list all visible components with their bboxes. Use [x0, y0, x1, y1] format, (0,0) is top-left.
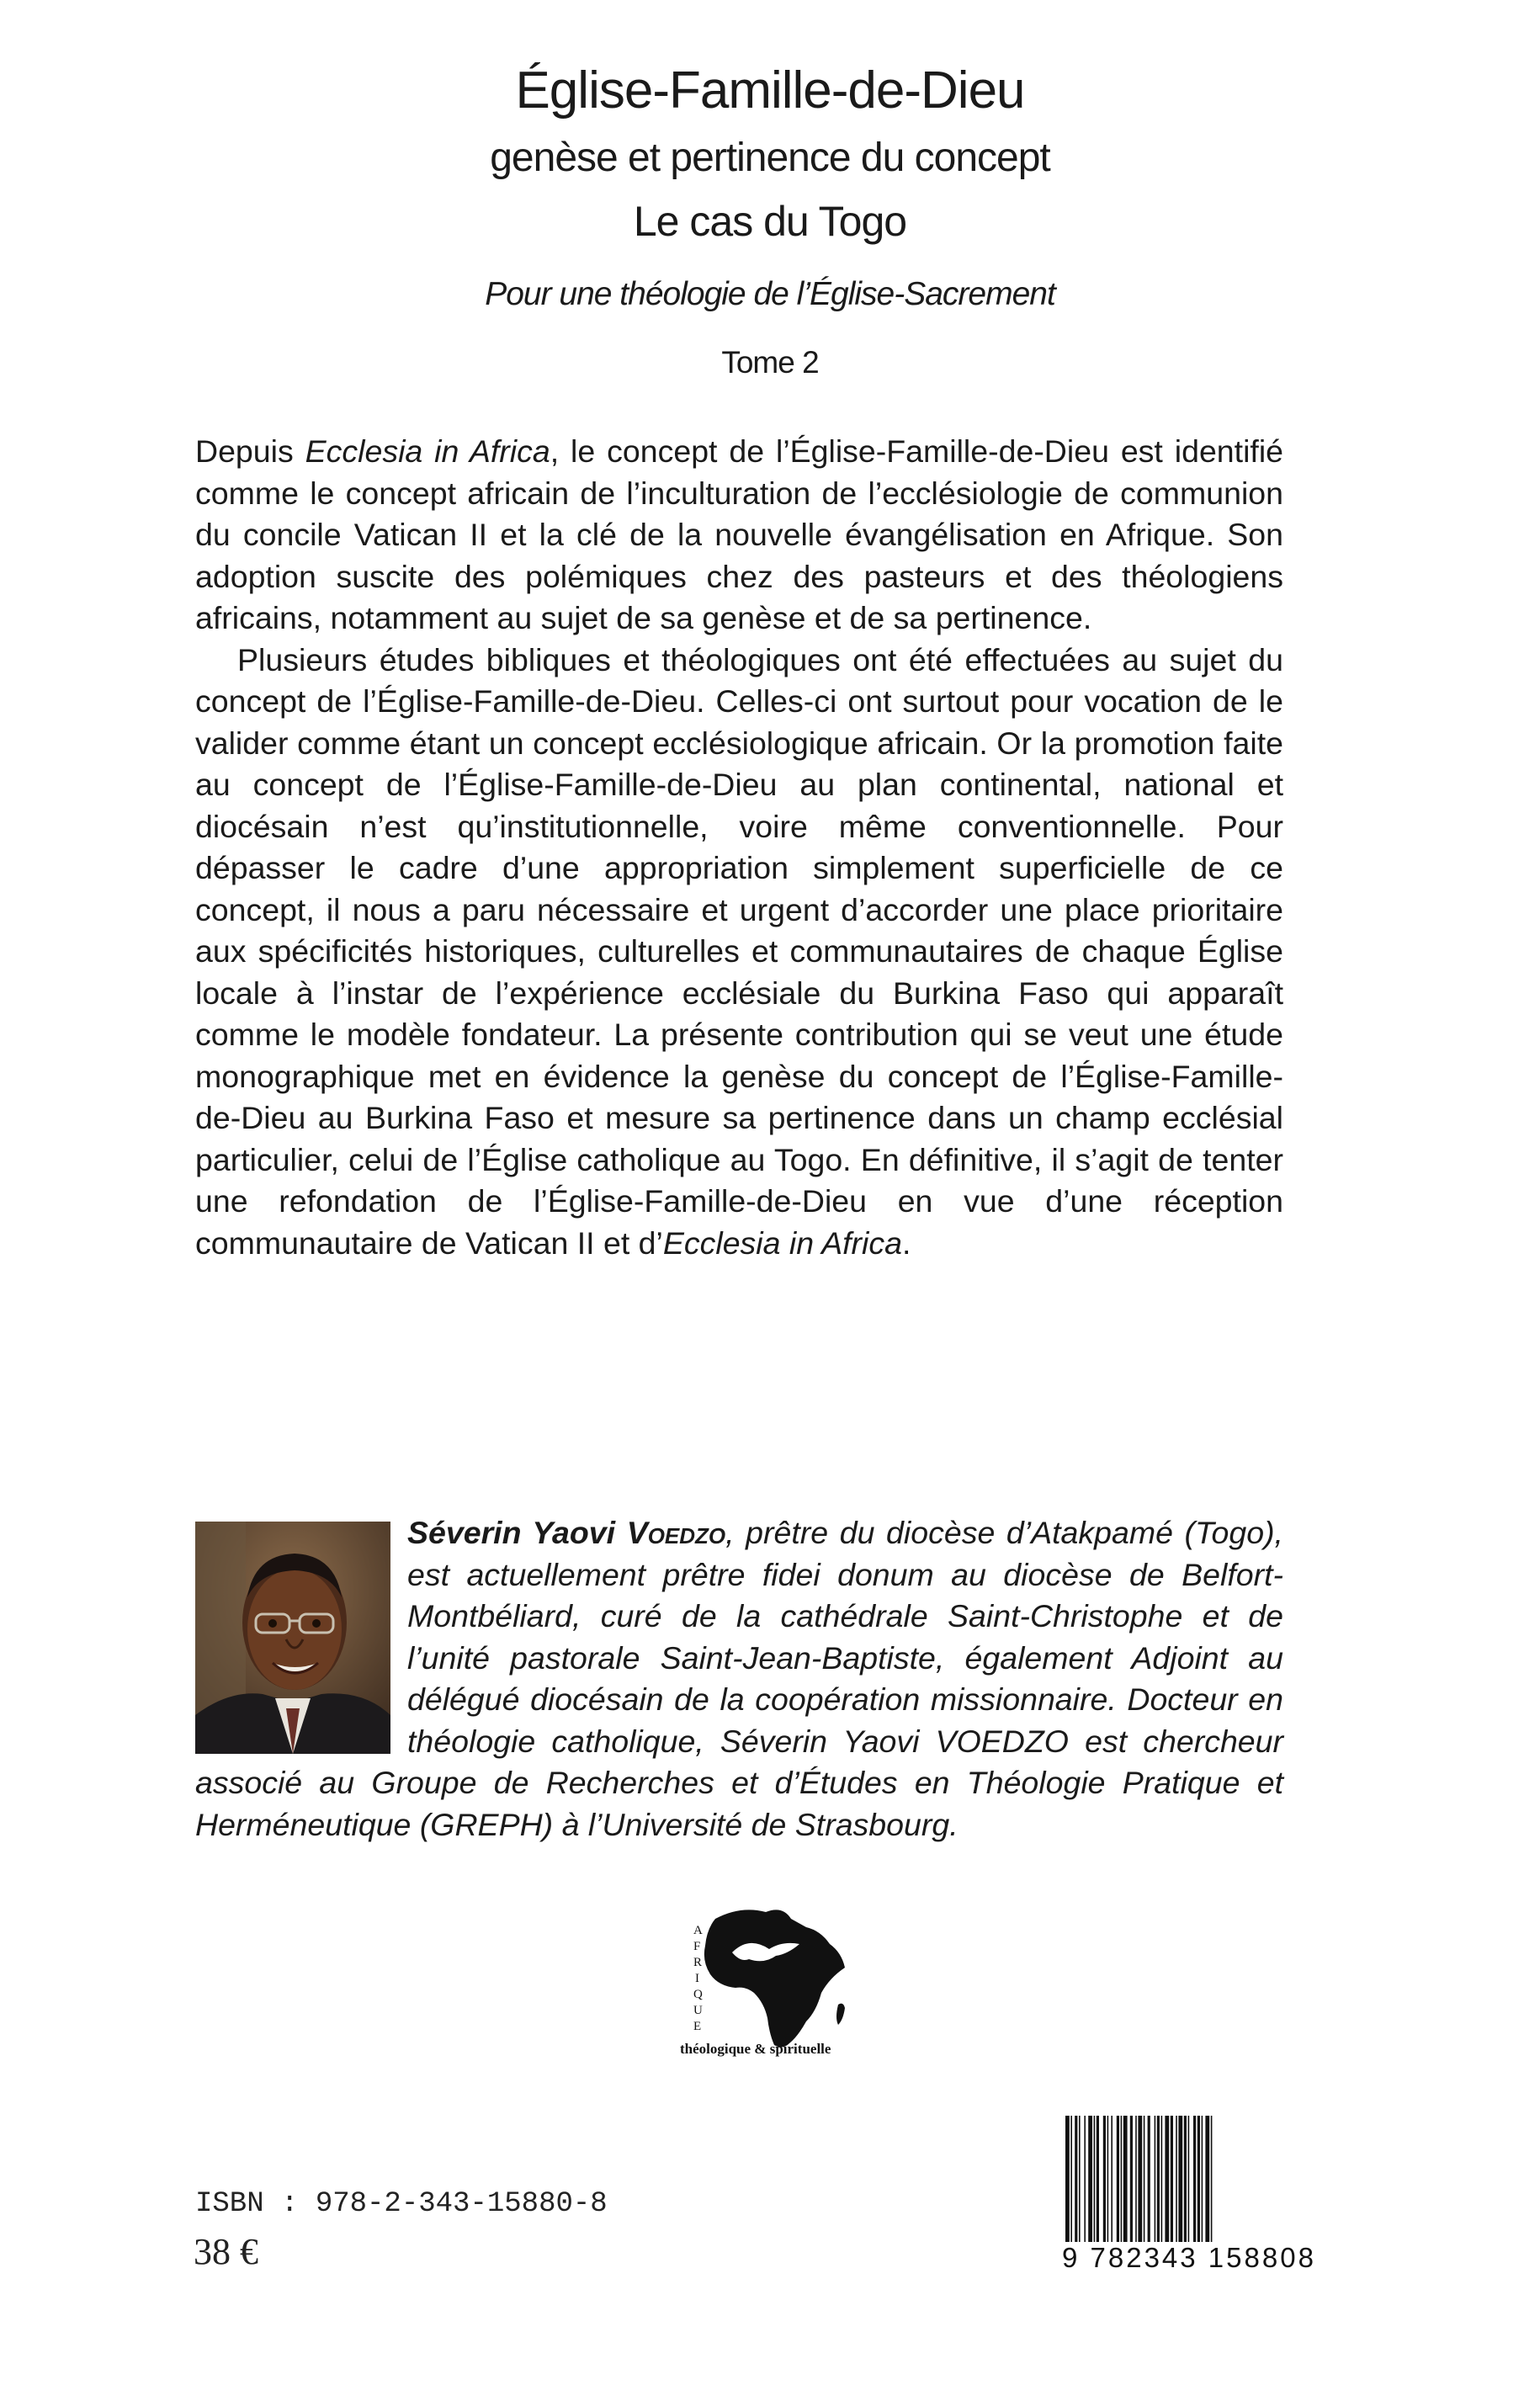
- barcode-bar: [1161, 2116, 1163, 2242]
- barcode-bar: [1184, 2116, 1187, 2242]
- barcode-bar: [1211, 2116, 1213, 2242]
- isbn-label: ISBN : 978-2-343-15880-8: [195, 2188, 608, 2220]
- p2-end: .: [901, 1224, 911, 1261]
- barcode-bar: [1111, 2116, 1113, 2242]
- price-label: 38 €: [194, 2231, 258, 2272]
- barcode-bar: [1148, 2116, 1150, 2242]
- logo-letter-4: I: [695, 1972, 699, 1985]
- barcode-bar: [1088, 2116, 1092, 2242]
- p1-before: Depuis: [195, 433, 305, 469]
- barcode-bar: [1123, 2116, 1128, 2242]
- barcode-bar: [1178, 2116, 1182, 2242]
- barcode-bar: [1130, 2116, 1133, 2242]
- logo-letter-3: R: [693, 1956, 703, 1969]
- logo-letter-2: F: [693, 1940, 701, 1953]
- book-subtitle-italic: Pour une théologie de l’Église-Sacrement: [485, 276, 1055, 312]
- barcode-bar: [1065, 2116, 1070, 2242]
- summary-paragraph-2: [195, 640, 1283, 1265]
- logo-tagline: théologique & spirituelle: [680, 2041, 831, 2057]
- author-surname: Voedzo: [626, 1515, 726, 1550]
- barcode-bar: [1135, 2116, 1137, 2242]
- logo-letter-6: U: [693, 2004, 703, 2017]
- logo-letter-5: Q: [693, 1988, 703, 2001]
- author-bio-text: , prêtre du diocèse d’Atakpamé (Togo), est actuellement prêtre fidei donum au diocèse de Belfort-Montbéliard, curé de la cathédrale Saint-Christophe et de l’unité pastorale Saint-Jean-Baptiste, également Adjoint au délégué diocésain de la coopération missionnaire. Docteur en théologie catholique, Séverin Yaovi VOEDZO est chercheur associé au Groupe de Recherches et d’Études en Théologie Pratique et Herméneutique (GREPH) à l’Université de Strasbourg.: [195, 1515, 1283, 1842]
- africa-map-icon: [704, 1910, 845, 2047]
- barcode-bar: [1094, 2116, 1096, 2242]
- barcode-bar: [1079, 2116, 1081, 2242]
- volume-label: Tome 2: [721, 345, 819, 380]
- barcode-bar: [1197, 2116, 1200, 2242]
- book-subtitle-line2: Le cas du Togo: [633, 198, 907, 245]
- barcode-bar: [1084, 2116, 1086, 2242]
- barcode-digits: 9 782343 158808: [1062, 2242, 1316, 2273]
- barcode-bar: [1121, 2116, 1123, 2242]
- p2-italic: Ecclesia in Africa: [662, 1224, 902, 1261]
- barcode-bar: [1171, 2116, 1173, 2242]
- barcode-bar: [1138, 2116, 1142, 2242]
- barcode-bar: [1157, 2116, 1160, 2242]
- logo-letter-7: E: [693, 2020, 702, 2033]
- barcode-bar: [1205, 2116, 1209, 2242]
- barcode-bar: [1176, 2116, 1177, 2242]
- summary-text: [195, 431, 1283, 1264]
- barcode-bar: [1188, 2116, 1190, 2242]
- barcode-bar: [1193, 2116, 1196, 2242]
- book-title: Église-Famille-de-Dieu: [515, 61, 1025, 120]
- book-subtitle-line1: genèse et pertinence du concept: [490, 135, 1050, 180]
- author-first-names: Séverin Yaovi: [407, 1515, 627, 1550]
- barcode-bar: [1103, 2116, 1106, 2242]
- barcode-bar: [1202, 2116, 1203, 2242]
- barcode-icon: [1062, 2116, 1345, 2242]
- barcode-bar: [1075, 2116, 1077, 2242]
- p1-after: , le concept de l’Église-Famille-de-Dieu est identifié comme le concept africain de l’inculturation de l’ecclésiologie de communion du concile Vatican II et la clé de la nouvelle évangélisation en Afrique. Son adoption suscite des polémiques chez des pasteurs et des théologiens africains, notamment au sujet de sa genèse et de sa pertinence.: [195, 433, 1284, 635]
- barcode-bar: [1117, 2116, 1119, 2242]
- barcode-bar: [1097, 2116, 1099, 2242]
- barcode-bar: [1165, 2116, 1169, 2242]
- p1-italic: Ecclesia in Africa: [305, 433, 550, 469]
- publisher-logo: [665, 1894, 867, 2070]
- summary-paragraph-1: [195, 431, 1283, 640]
- barcode-bar: [1070, 2116, 1072, 2242]
- logo-letter-1: A: [693, 1924, 703, 1937]
- barcode-bar: [1155, 2116, 1156, 2242]
- barcode-bar: [1144, 2116, 1145, 2242]
- barcode-bar: [1107, 2116, 1109, 2242]
- p2-main: Plusieurs études bibliques et théologiques ont été effectuées au sujet du concept de l’Église-Famille-de-Dieu. Celles-ci ont surtout pour vocation de le valider comme étant un concept ecclésiologique africain. Or la promotion faite au concept de l’Église-Famille-de-Dieu au plan continental, national et diocésain n’est qu’institutionnelle, voire même conventionnelle. Pour dépasser le cadre d’une appropriation simplement superficielle de ce concept, il nous a paru nécessaire et urgent d’accorder une place prioritaire aux spécificités historiques, culturelles et communautaires de chaque Église locale à l’instar de l’expérience ecclésiale du Burkina Faso qui apparaît comme le modèle fondateur. La présente contribution qui se veut une étude monographique met en évidence la genèse du concept de l’Église-Famille-de-Dieu au Burkina Faso et mesure sa pertinence dans un champ ecclésial particulier, celui de l’Église catholique au Togo. En définitive, il s’agit de tenter une refondation de l’Église-Famille-de-Dieu en vue d’une réception communautaire de Vatican II et d’: [195, 641, 1283, 1261]
- author-photo: [195, 1522, 390, 1754]
